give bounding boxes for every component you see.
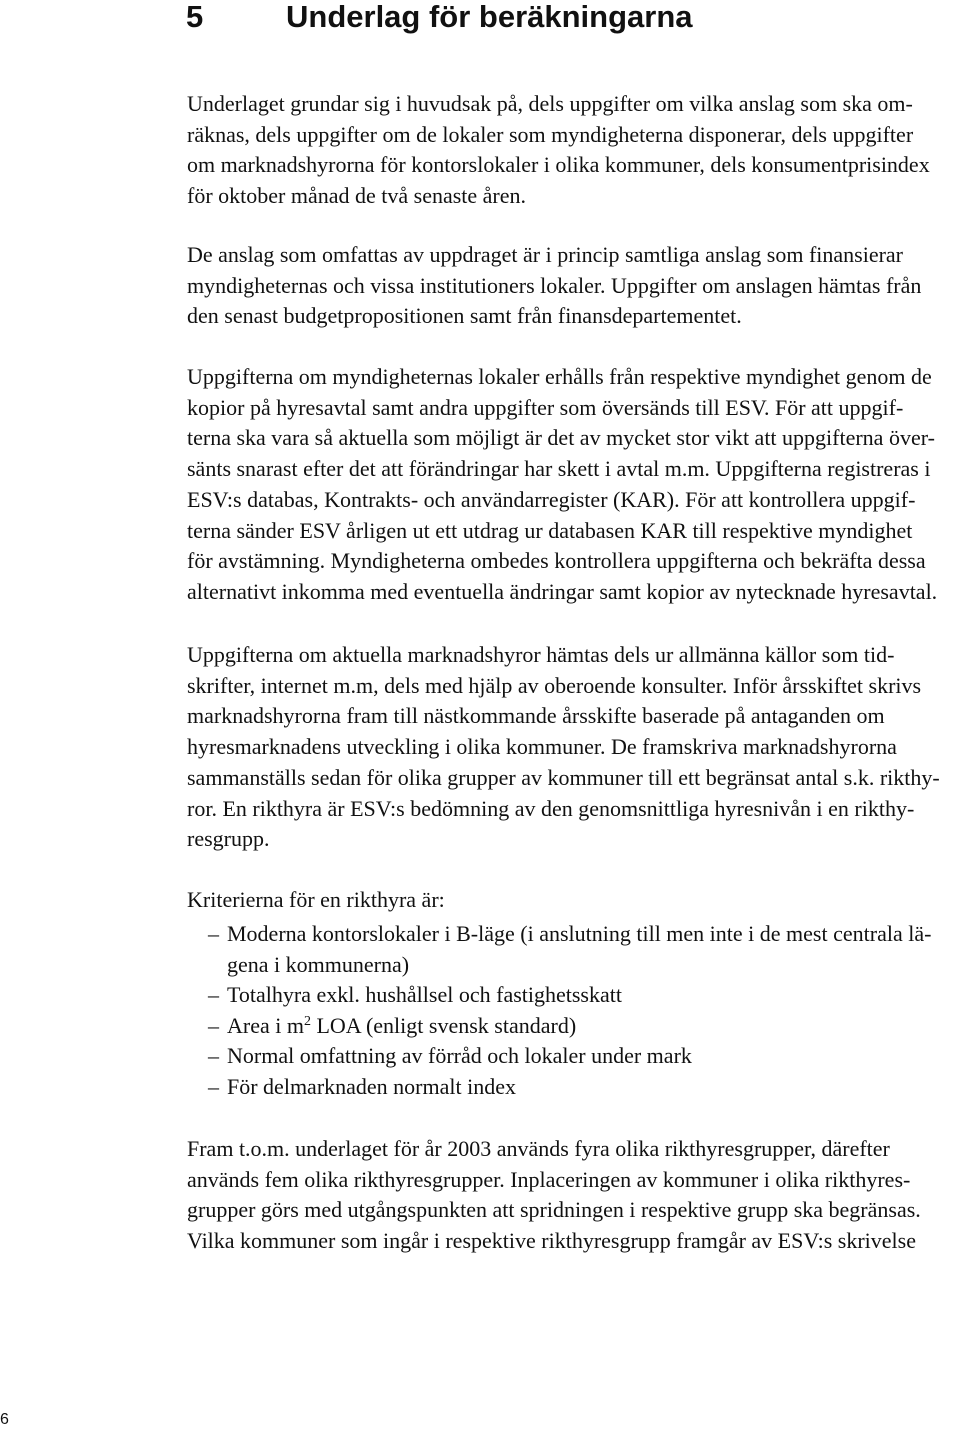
paragraph-lokaler bbox=[187, 362, 952, 608]
paragraph-line: marknadshyrorna fram till nästkommande årsskifte baserade på antaganden om bbox=[187, 703, 885, 729]
paragraph-line: sammanställs sedan för olika grupper av kommuner till ett begränsat antal s.k. rikthy- bbox=[187, 764, 940, 790]
paragraph-line: terna sänder ESV årligen ut ett utdrag ur databasen KAR till respektive myndighet bbox=[187, 517, 913, 543]
section-heading bbox=[0, 0, 960, 36]
section-title: Underlag för beräkningarna bbox=[286, 0, 693, 34]
paragraph-line: för avstämning. Myndigheterna ombedes kontrollera uppgifterna och bekräfta dessa bbox=[187, 548, 926, 574]
paragraph-line: används fem olika rikthyresgrupper. Inplaceringen av kommuner i olika rikthyres- bbox=[187, 1166, 911, 1192]
paragraph-line: grupper görs med utgångspunkten att spridningen i respektive grupp ska begränsas. bbox=[187, 1197, 921, 1223]
paragraph-marknadshyror bbox=[187, 640, 952, 855]
paragraph-line: hyresmarknadens utveckling i olika kommuner. De framskriva marknadshyrorna bbox=[187, 734, 897, 760]
paragraph-line: alternativt inkomma med eventuella ändringar samt kopior av nytecknade hyresavtal. bbox=[187, 578, 938, 604]
dash-marker: – bbox=[208, 921, 219, 946]
paragraph-line: terna ska vara så aktuella som möjligt är det av mycket stor vikt att uppgifterna över- bbox=[187, 425, 935, 451]
dash-marker: – bbox=[208, 1043, 219, 1069]
dash-marker: – bbox=[208, 1012, 219, 1038]
paragraph-line: ESV:s databas, Kontrakts- och användarregister (KAR). För att kontrollera uppgif- bbox=[187, 486, 916, 512]
paragraph-line: Uppgifterna om myndigheternas lokaler erhålls från respektive myndighet genom de bbox=[187, 364, 932, 389]
section-number: 5 bbox=[186, 0, 204, 34]
list-item bbox=[187, 980, 952, 1011]
area-text-rest: LOA (enligt svensk standard) bbox=[310, 1012, 577, 1038]
list-item-line: För delmarknaden normalt index bbox=[227, 1073, 516, 1099]
list-item bbox=[187, 1011, 952, 1042]
list-item-line bbox=[227, 1011, 952, 1042]
paragraph-line: myndigheternas och vissa institutioners lokaler. Uppgifter om anslagen hämtas från bbox=[187, 272, 922, 298]
paragraph-line: om marknadshyrorna för kontorslokaler i olika kommuner, dels konsumentprisindex bbox=[187, 152, 930, 178]
paragraph-closing bbox=[187, 1134, 952, 1257]
paragraph-line: De anslag som omfattas av uppdraget är i princip samtliga anslag som finansierar bbox=[187, 242, 904, 267]
dash-marker: – bbox=[208, 982, 219, 1008]
list-item bbox=[187, 919, 952, 980]
list-item bbox=[187, 1041, 952, 1072]
paragraph-line: den senast budgetpropositionen samt från finansdepartementet. bbox=[187, 303, 742, 329]
paragraph-line: Underlaget grundar sig i huvudsak på, dels uppgifter om vilka anslag som ska om- bbox=[187, 91, 913, 116]
paragraph-line: kopior på hyresavtal samt andra uppgifter som översänds till ESV. För att uppgif- bbox=[187, 394, 904, 420]
paragraph-line: skrifter, internet m.m, dels med hjälp av oberoende konsulter. Inför årsskiftet skrivs bbox=[187, 672, 922, 698]
list-item-line: Moderna kontorslokaler i B-läge (i anslutning till men inte i de mest centrala lä- bbox=[227, 921, 932, 946]
paragraph-line: för oktober månad de två senaste åren. bbox=[187, 183, 527, 209]
superscript-two: 2 bbox=[303, 1013, 311, 1029]
paragraph-anslag bbox=[187, 240, 952, 332]
list-item-line: gena i kommunerna) bbox=[227, 951, 410, 977]
paragraph-intro bbox=[187, 89, 952, 212]
criteria-intro-text: Kriterierna för en rikthyra är: bbox=[187, 887, 445, 912]
paragraph-line: resgrupp. bbox=[187, 826, 270, 852]
paragraph-line: räknas, dels uppgifter om de lokaler som myndigheterna disponerar, dels uppgifter bbox=[187, 121, 914, 147]
paragraph-line: Vilka kommuner som ingår i respektive rikthyresgrupp framgår av ESV:s skrivelse bbox=[187, 1228, 916, 1254]
paragraph-line: Uppgifterna om aktuella marknadshyror hämtas dels ur allmänna källor som tid- bbox=[187, 642, 895, 667]
criteria-intro bbox=[187, 885, 952, 916]
paragraph-line: Fram t.o.m. underlaget för år 2003 används fyra olika rikthyresgrupper, därefter bbox=[187, 1136, 890, 1161]
list-item-line: Totalhyra exkl. hushållsel och fastighetsskatt bbox=[227, 982, 622, 1008]
paragraph-line: ror. En rikthyra är ESV:s bedömning av den genomsnittliga hyresnivån i en rikthy- bbox=[187, 795, 915, 821]
list-item bbox=[187, 1072, 952, 1103]
list-item-line: Normal omfattning av förråd och lokaler under mark bbox=[227, 1043, 692, 1069]
page-number: 6 bbox=[0, 1411, 9, 1428]
area-text: Area i m bbox=[227, 1012, 304, 1038]
paragraph-line: sänts snarast efter det att förändringar har skett i avtal m.m. Uppgifterna registreras i bbox=[187, 456, 931, 482]
criteria-list bbox=[187, 919, 952, 1103]
dash-marker: – bbox=[208, 1073, 219, 1099]
